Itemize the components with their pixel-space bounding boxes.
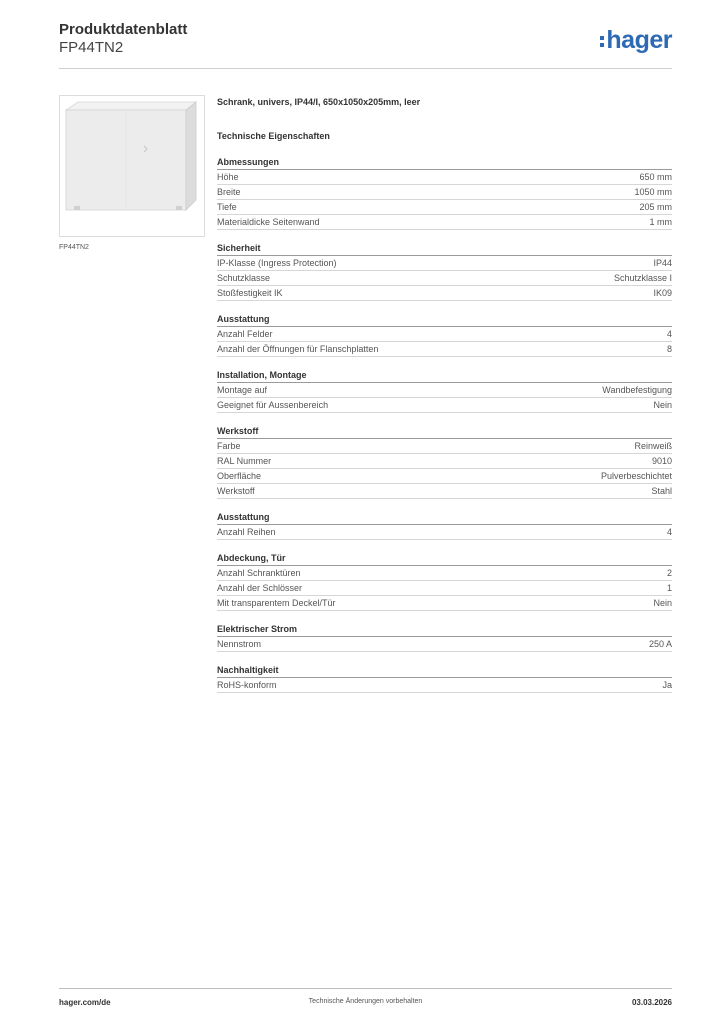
section-title: Abdeckung, Tür — [217, 552, 672, 566]
spec-row — [217, 439, 672, 454]
spec-value: 1 mm — [649, 217, 672, 227]
spec-label: Farbe — [217, 441, 241, 451]
spec-value: Nein — [653, 598, 672, 608]
spec-label: Stoßfestigkeit IK — [217, 288, 283, 298]
spec-label: Höhe — [217, 172, 239, 182]
spec-value: Pulverbeschichtet — [600, 471, 672, 481]
spec-row — [217, 596, 672, 611]
spec-value: Nein — [653, 400, 672, 410]
footer-notice: Technische Änderungen vorbehalten — [308, 998, 423, 1005]
spec-section — [217, 369, 672, 413]
spec-row — [217, 454, 672, 469]
spec-label: Schutzklasse — [217, 273, 271, 283]
spec-row — [217, 200, 672, 215]
spec-label: Anzahl Felder — [217, 329, 273, 339]
cabinet-illustration — [64, 100, 198, 214]
spec-value: IP44 — [653, 258, 672, 268]
spec-label: Breite — [217, 187, 241, 197]
spec-section — [217, 313, 672, 357]
spec-row — [217, 469, 672, 484]
spec-label: Anzahl Schranktüren — [217, 568, 301, 578]
section-title: Ausstattung — [217, 511, 672, 525]
footer-divider — [59, 988, 672, 989]
spec-row — [217, 256, 672, 271]
spec-value: 650 mm — [639, 172, 672, 182]
page-footer — [59, 988, 672, 1013]
spec-value: 9010 — [651, 456, 672, 466]
spec-row — [217, 170, 672, 185]
section-title: Elektrischer Strom — [217, 623, 672, 637]
spec-row — [217, 566, 672, 581]
hager-logo — [600, 27, 672, 53]
spec-value: Schutzklasse I — [613, 273, 672, 283]
footer-website[interactable]: hager.com/de — [59, 998, 111, 1007]
spec-row — [217, 637, 672, 652]
section-title: Abmessungen — [217, 156, 672, 170]
spec-label: Anzahl der Öffnungen für Flanschplatten — [217, 344, 379, 354]
image-caption: FP44TN2 — [59, 244, 89, 251]
spec-row — [217, 327, 672, 342]
spec-value: 4 — [666, 329, 672, 339]
spec-label: Tiefe — [217, 202, 237, 212]
logo-text: hager — [606, 26, 672, 54]
spec-section — [217, 664, 672, 693]
spec-section — [217, 156, 672, 230]
spec-value: 1 — [666, 583, 672, 593]
spec-label: Geeignet für Aussenbereich — [217, 400, 329, 410]
spec-value: 205 mm — [639, 202, 672, 212]
spec-label: Materialdicke Seitenwand — [217, 217, 320, 227]
spec-label: Anzahl Reihen — [217, 527, 276, 537]
header-divider — [59, 68, 672, 69]
spec-section — [217, 242, 672, 301]
spec-section — [217, 425, 672, 499]
section-title: Nachhaltigkeit — [217, 664, 672, 678]
spec-row — [217, 185, 672, 200]
spec-value: Wandbefestigung — [602, 385, 672, 395]
spec-value: 8 — [666, 344, 672, 354]
spec-section — [217, 511, 672, 540]
spec-row — [217, 398, 672, 413]
section-title: Sicherheit — [217, 242, 672, 256]
product-image — [59, 95, 205, 237]
spec-value: 4 — [666, 527, 672, 537]
spec-label: Oberfläche — [217, 471, 262, 481]
spec-row — [217, 525, 672, 540]
spec-value: Reinweiß — [634, 441, 672, 451]
spec-label: Werkstoff — [217, 486, 255, 496]
spec-section — [217, 552, 672, 611]
spec-row — [217, 271, 672, 286]
spec-label: Montage auf — [217, 385, 268, 395]
spec-label: Anzahl der Schlösser — [217, 583, 303, 593]
spec-value: 1050 mm — [634, 187, 672, 197]
section-title: Installation, Montage — [217, 369, 672, 383]
spec-row — [217, 678, 672, 693]
spec-row — [217, 484, 672, 499]
spec-label: Nennstrom — [217, 639, 262, 649]
page-header — [59, 20, 672, 70]
spec-row — [217, 215, 672, 230]
tech-heading: Technische Eigenschaften — [217, 131, 330, 141]
product-code: FP44TN2 — [59, 39, 124, 56]
document-title: Produktdatenblatt — [59, 21, 188, 38]
spec-value: IK09 — [653, 288, 672, 298]
spec-value: Stahl — [651, 486, 672, 496]
product-description: Schrank, univers, IP44/I, 650x1050x205mm, leer — [217, 97, 421, 107]
spec-value: 250 A — [648, 639, 672, 649]
spec-sections — [217, 156, 672, 693]
spec-row — [217, 581, 672, 596]
spec-label: RoHS-konform — [217, 680, 277, 690]
spec-label: Mit transparentem Deckel/Tür — [217, 598, 336, 608]
section-title: Ausstattung — [217, 313, 672, 327]
logo-colon-icon — [600, 36, 604, 47]
spec-row — [217, 286, 672, 301]
spec-content — [217, 96, 672, 693]
footer-date: 03.03.2026 — [631, 998, 672, 1007]
spec-label: IP-Klasse (Ingress Protection) — [217, 258, 337, 268]
spec-row — [217, 383, 672, 398]
spec-value: Ja — [662, 680, 672, 690]
spec-section — [217, 623, 672, 652]
section-title: Werkstoff — [217, 425, 672, 439]
spec-row — [217, 342, 672, 357]
spec-value: 2 — [666, 568, 672, 578]
spec-label: RAL Nummer — [217, 456, 272, 466]
